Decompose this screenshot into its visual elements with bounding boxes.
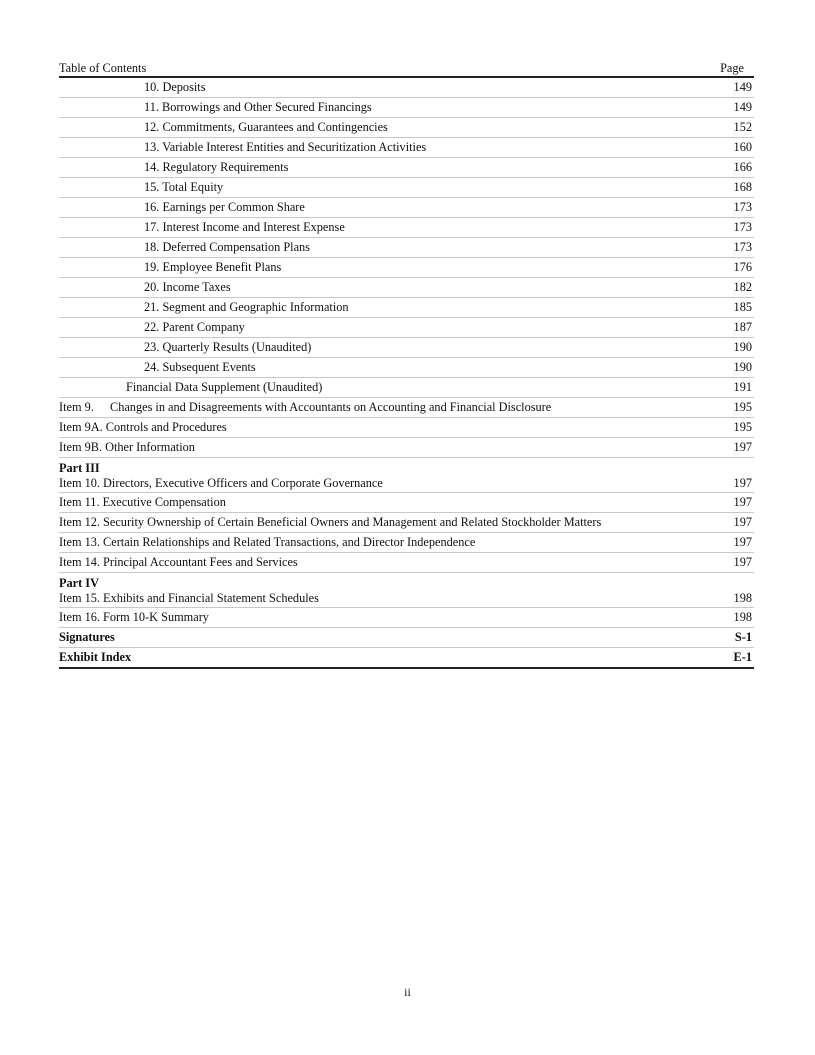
toc-entry-title[interactable]: 14. Regulatory Requirements: [144, 160, 289, 174]
toc-row[interactable]: [59, 178, 754, 198]
toc-entry-title[interactable]: [59, 400, 551, 415]
toc-entry-page: 197: [733, 476, 752, 490]
toc-entry-page: 176: [733, 260, 752, 274]
toc-entry-page: 152: [733, 120, 752, 134]
toc-entry-page: 197: [733, 515, 752, 529]
toc-entry-page: 197: [733, 555, 752, 569]
toc-row[interactable]: [59, 78, 754, 98]
toc-entry-title[interactable]: 19. Employee Benefit Plans: [144, 260, 282, 274]
part-heading: Part III: [59, 461, 100, 475]
toc-entry-page: 198: [733, 591, 752, 605]
toc-entry-page: 190: [733, 360, 752, 374]
toc-entry-title[interactable]: 13. Variable Interest Entities and Securitization Activities: [144, 140, 427, 154]
toc-row[interactable]: [59, 358, 754, 378]
toc-row[interactable]: [59, 158, 754, 178]
toc-entry-page: 191: [733, 380, 752, 394]
toc-entry-title[interactable]: 15. Total Equity: [144, 180, 224, 194]
part-heading: Part IV: [59, 576, 99, 590]
toc-entry-page: 195: [733, 400, 752, 414]
toc-row-item-9a[interactable]: [59, 418, 754, 438]
toc-row[interactable]: [59, 138, 754, 158]
toc-row-signatures[interactable]: [59, 628, 754, 648]
toc-row-financial-supplement[interactable]: [59, 378, 754, 398]
toc-row[interactable]: [59, 198, 754, 218]
toc-row[interactable]: [59, 118, 754, 138]
toc-row[interactable]: [59, 553, 754, 573]
toc-entry-title[interactable]: Item 15. Exhibits and Financial Statement Schedules: [59, 591, 319, 605]
toc-entry-title[interactable]: Item 9B. Other Information: [59, 440, 195, 454]
toc-entry-title[interactable]: Item 12. Security Ownership of Certain Beneficial Owners and Management and Related Stockholder Matters: [59, 515, 602, 529]
toc-row-item-9[interactable]: [59, 398, 754, 418]
page-column-label: Page: [720, 61, 744, 75]
toc-entry-page: E-1: [733, 650, 752, 664]
toc-row[interactable]: [59, 238, 754, 258]
toc-entry-title[interactable]: Exhibit Index: [59, 650, 132, 664]
toc-row[interactable]: [59, 591, 754, 608]
toc-entry-title[interactable]: Item 16. Form 10-K Summary: [59, 610, 209, 624]
item-number: Item 9.: [59, 400, 94, 414]
toc-title: Table of Contents: [59, 61, 147, 75]
toc-entry-title[interactable]: 12. Commitments, Guarantees and Contingencies: [144, 120, 388, 134]
toc-entry-title[interactable]: Item 9A. Controls and Procedures: [59, 420, 227, 434]
toc-row[interactable]: [59, 318, 754, 338]
toc-entry-page: 187: [733, 320, 752, 334]
toc-row-exhibit-index[interactable]: [59, 648, 754, 669]
toc-entry-page: 195: [733, 420, 752, 434]
toc-entry-title[interactable]: 17. Interest Income and Interest Expense: [144, 220, 345, 234]
toc-entry-page: 198: [733, 610, 752, 624]
toc-entry-page: 185: [733, 300, 752, 314]
toc-entry-title[interactable]: 21. Segment and Geographic Information: [144, 300, 349, 314]
toc-row[interactable]: [59, 513, 754, 533]
toc-entry-title[interactable]: 24. Subsequent Events: [144, 360, 256, 374]
toc-row[interactable]: [59, 98, 754, 118]
toc-header: [59, 60, 754, 78]
toc-entry-title[interactable]: 22. Parent Company: [144, 320, 245, 334]
toc-entry-page: 149: [733, 80, 752, 94]
toc-entry-title[interactable]: 23. Quarterly Results (Unaudited): [144, 340, 312, 354]
toc-entry-page: 160: [733, 140, 752, 154]
toc-entry-title[interactable]: 16. Earnings per Common Share: [144, 200, 305, 214]
toc-entry-page: 197: [733, 495, 752, 509]
toc-entry-title[interactable]: 11. Borrowings and Other Secured Financings: [144, 100, 372, 114]
toc-entry-title[interactable]: Item 14. Principal Accountant Fees and Services: [59, 555, 298, 569]
toc-entry-page: 182: [733, 280, 752, 294]
toc-entry-title[interactable]: 18. Deferred Compensation Plans: [144, 240, 310, 254]
toc-entry-title[interactable]: Item 11. Executive Compensation: [59, 495, 226, 509]
toc-entry-page: S-1: [734, 630, 752, 644]
toc-entry-page: 173: [733, 220, 752, 234]
toc-entry-page: 197: [733, 535, 752, 549]
toc-entry-title[interactable]: Financial Data Supplement (Unaudited): [126, 380, 323, 394]
toc-row[interactable]: [59, 278, 754, 298]
toc-entry-page: 197: [733, 440, 752, 454]
toc-row[interactable]: [59, 338, 754, 358]
item-title: Changes in and Disagreements with Accountants on Accounting and Financial Disclosure: [110, 400, 552, 414]
toc-row[interactable]: [59, 493, 754, 513]
toc-entry-page: 166: [733, 160, 752, 174]
toc-entry-page: 190: [733, 340, 752, 354]
toc-row[interactable]: [59, 298, 754, 318]
toc-row[interactable]: [59, 258, 754, 278]
toc-entry-title[interactable]: Item 13. Certain Relationships and Related Transactions, and Director Independence: [59, 535, 476, 549]
page-number: ii: [404, 985, 411, 999]
toc-row[interactable]: [59, 608, 754, 628]
toc-row[interactable]: [59, 476, 754, 493]
toc-entry-page: 173: [733, 200, 752, 214]
toc-row[interactable]: [59, 533, 754, 553]
toc-row-item-9b[interactable]: [59, 438, 754, 458]
toc-entry-page: 149: [733, 100, 752, 114]
toc-entry-title[interactable]: 10. Deposits: [144, 80, 206, 94]
toc-entry-title[interactable]: Item 10. Directors, Executive Officers and Corporate Governance: [59, 476, 383, 490]
toc-entry-page: 173: [733, 240, 752, 254]
toc-entry-title[interactable]: Signatures: [59, 630, 115, 644]
toc-entry-title[interactable]: 20. Income Taxes: [144, 280, 231, 294]
toc-entry-page: 168: [733, 180, 752, 194]
table-of-contents: [59, 60, 754, 669]
toc-row[interactable]: [59, 218, 754, 238]
